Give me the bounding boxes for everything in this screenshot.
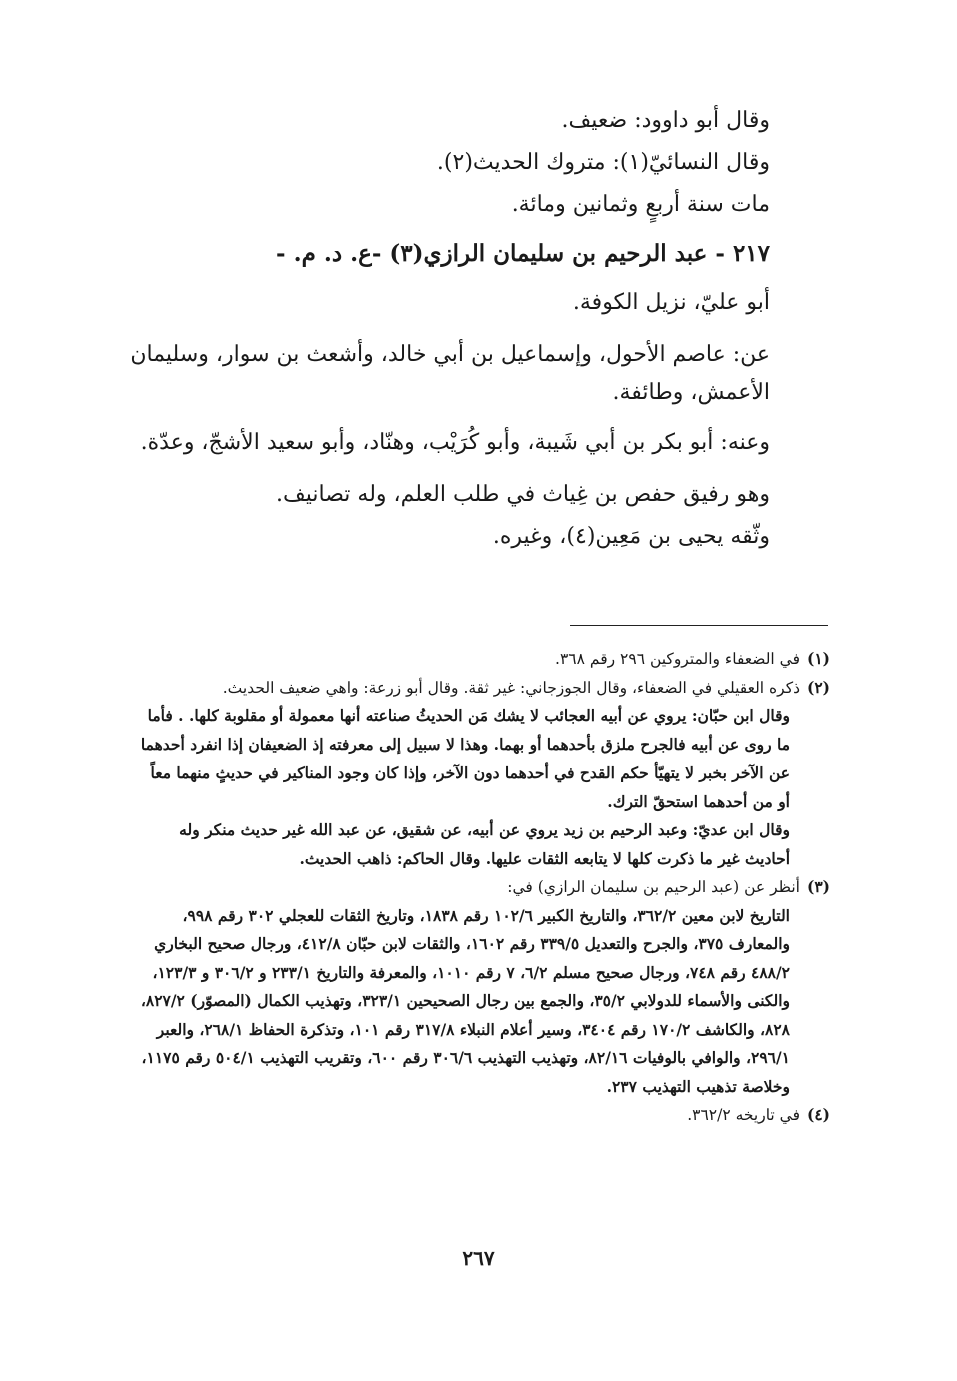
footnote-number: (٤) — [806, 1105, 830, 1124]
footnote-2 — [138, 674, 830, 703]
teachers-paragraph: عن: عاصم الأحول، وإسماعيل بن أبي خالد، وأشعث بن سوار، وسليمان الأعمش، وطائفة. — [130, 342, 770, 405]
death-year-line: مات سنة أربعٍ وثمانين ومائة. — [511, 192, 770, 217]
footnote-number: (٣) — [806, 877, 830, 896]
footnote-text: ذكره العقيلي في الضعفاء، وقال الجوزجاني: غير ثقة. وقال أبو زرعة: واهي ضعيف الحديث. — [222, 678, 800, 697]
students-paragraph: وعنه: أبو بكر بن أبي شَيبة، وأبو كُرَيْب، وهنّاد، وأبو سعيد الأشجّ، وعدّة. — [140, 430, 770, 455]
footnote-number: (٢) — [806, 677, 830, 697]
footnote-2-ibn-adi: وقال ابن عديّ: وعبد الرحيم بن زيد يروي عن أبيه، عن شقيق، عن عبد الله غير حديث منكر وله أحاديث غير ما ذكرت كلها لا يتابعه الثقات عليها. وقال الحاكم: ذاهب الحديث. — [179, 820, 790, 868]
companion-line: وهو رفيق حفص بن غِياث في طلب العلم، وله تصانيف. — [275, 482, 770, 507]
footnote-1 — [138, 645, 830, 674]
footnote-number: (١) — [806, 649, 830, 668]
footnote-text: أنظر عن (عبد الرحيم بن سليمان الرازي) في: — [507, 878, 800, 896]
footnotes — [138, 645, 830, 1130]
entry-title: ٢١٧ - عبد الرحيم بن سليمان الرازي(٣) -ع. د. م. - — [276, 240, 770, 267]
footnote-3 — [138, 873, 830, 902]
footnote-2-ibn-hibban: وقال ابن حبّان: يروي عن أبيه العجائب لا يشك مَن الحديثُ صناعته أنها معمولة أو مقلوبة كلها. . فأما ما روى عن أبيه فالجرح ملزق بأحدهما أو بهما. وهذا لا سبيل إلى معرفته إذ الضعيفان إذا انفرد أحدهما عن الآخر بخبر لا يتهيّأ حكم القدح في أحدهما دون الآخر، وإذا كان وجود المناكير في حديثٍ منهما معاً أو من أحدهما استحقّ الترك. — [140, 706, 790, 811]
footnote-text: في تاريخه ٣٦٢/٢. — [687, 1106, 800, 1124]
footnote-separator — [570, 625, 828, 626]
kunya-line: أبو عليّ، نزيل الكوفة. — [572, 290, 770, 315]
main-text — [120, 100, 830, 558]
footnote-text: في الضعفاء والمتروكين ٢٩٦ رقم ٣٦٨. — [555, 650, 800, 668]
nasai-line: وقال النسائيّ(١): متروك الحديث(٢). — [436, 150, 770, 175]
tawthiq-line: وثّقه يحيى بن مَعِين(٤)، وغيره. — [492, 524, 770, 549]
footnote-3-sources: التاريخ لابن معين ٣٦٢/٢، والتاريخ الكبير ١٠٢/٦ رقم ١٨٣٨، وتاريخ الثقات للعجلي ٣٠٢ رقم ٩٩٨، والمعارف ٣٧٥، والجرح والتعديل ٣٣٩/٥ رقم ١٦٠٢، والثقات لابن حبّان ٤١٢/٨، ورجال صحيح البخاري ٤٨٨/٢ رقم ٧٤٨، ورجال صحيح مسلم ٦/٢، ٧ رقم ١٠١٠، والمعرفة والتاريخ ٢٣٣/١ و ٣٠٦/٢ و ١٢٣/٣، والكنى والأسماء للدولابي ٣٥/٢، والجمع بين رجال الصحيحين ٣٢٣/١، وتهذيب الكمال (المصوّر) ٨٢٧/٢، ٨٢٨، والكاشف ١٧٠/٢ رقم ٣٤٠٤، وسير أعلام النبلاء ٣١٧/٨ رقم ١٠١، وتذكرة الحفاظ ٢٦٨/١، والعبر ٢٩٦/١، والوافي بالوفيات ٨٢/١٦، وتهذيب التهذيب ٣٠٦/٦ رقم ٦٠٠، وتقريب التهذيب ٥٠٤/١ رقم ١١٧٥، وخلاصة تذهيب التهذيب ٢٣٧. — [140, 905, 790, 1096]
abu-dawud-line: وقال أبو داوود: ضعيف. — [561, 108, 770, 133]
footnote-4 — [138, 1101, 830, 1130]
page-number: ٢٦٧ — [462, 1246, 495, 1270]
